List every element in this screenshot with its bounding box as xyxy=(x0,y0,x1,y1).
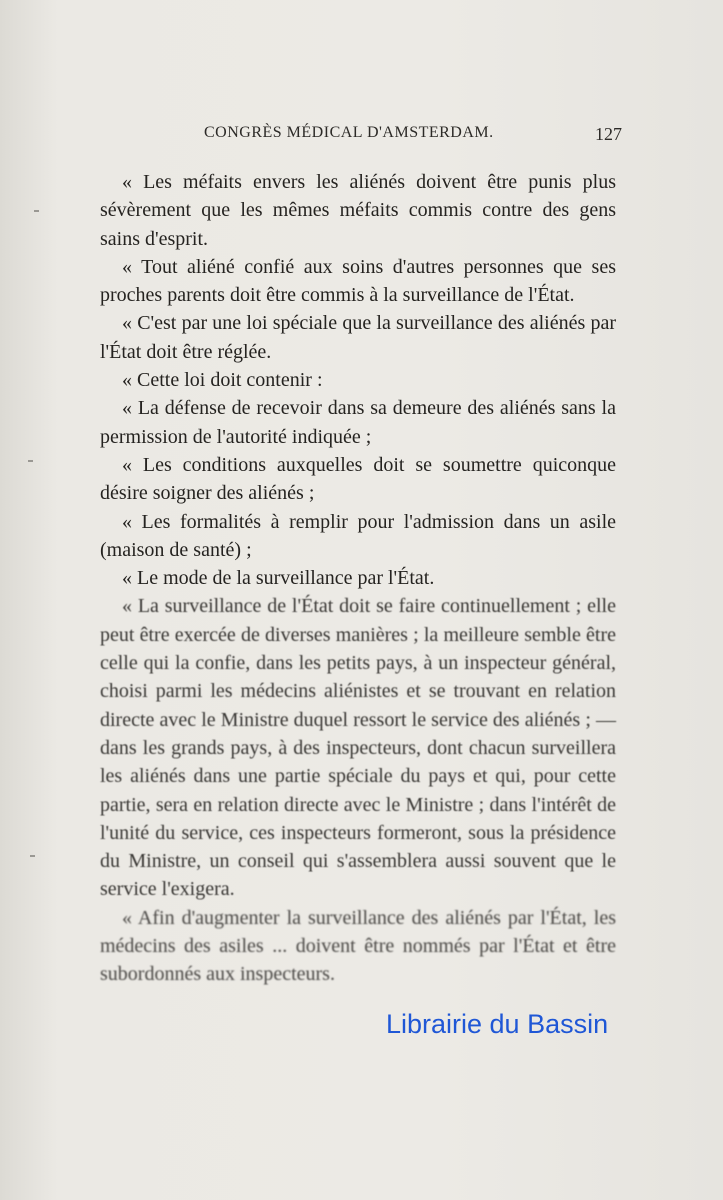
margin-mark xyxy=(34,210,39,212)
paragraph: « Afin d'augmenter la surveillance des aliénés par l'État, les médecins des asiles ... doivent être nommés par l'État et être subordonnés aux inspecteurs. xyxy=(100,906,616,986)
margin-mark xyxy=(30,855,35,857)
paragraph: « Tout aliéné confié aux soins d'autres personnes que ses proches parents doit être commis à la surveillance de l'État. xyxy=(100,255,616,307)
body-text xyxy=(100,168,616,989)
watermark: Librairie du Bassin xyxy=(386,1009,609,1039)
page-number: 127 xyxy=(595,124,622,144)
paragraph: « C'est par une loi spéciale que la surveillance des aliénés par l'État doit être réglée. xyxy=(100,312,616,363)
paragraph: « Les méfaits envers les aliénés doivent être punis plus sévèrement que les mêmes méfaits commis contre des gens sains d'esprit. xyxy=(100,171,616,250)
running-title: CONGRÈS MÉDICAL D'AMSTERDAM. xyxy=(204,124,494,141)
paragraph: « La surveillance de l'État doit se faire continuellement ; elle peut être exercée de diverses manières ; la meilleure semble être celle qui la confie, dans les petits pays, à un inspecteur général, choisi parmi les médecins aliénistes et se trouvant en relation directe avec le Ministre duquel ressort le service des aliénés ; — dans les grands pays, à des inspecteurs, dont chacun surveillera les aliénés dans une partie spéciale du pays et qui, pour cette partie, sera en relation directe avec le Ministre ; dans l'intérêt de l'unité du service, ces inspecteurs formeront, sous la présidence du Ministre, un conseil qui s'assemblera aussi souvent que le service l'exigera. xyxy=(100,595,616,901)
paragraph: « Les conditions auxquelles doit se soumettre quiconque désire soigner des aliénés ; xyxy=(100,453,616,505)
paragraph: « Le mode de la surveillance par l'État. xyxy=(122,567,435,590)
margin-mark xyxy=(28,460,33,462)
paragraph: « La défense de recevoir dans sa demeure des aliénés sans la permission de l'autorité indiquée ; xyxy=(100,397,616,448)
paragraph: « Cette loi doit contenir : xyxy=(122,369,323,392)
paragraph: « Les formalités à remplir pour l'admission dans un asile (maison de santé) ; xyxy=(100,510,616,561)
page-header xyxy=(204,124,624,152)
